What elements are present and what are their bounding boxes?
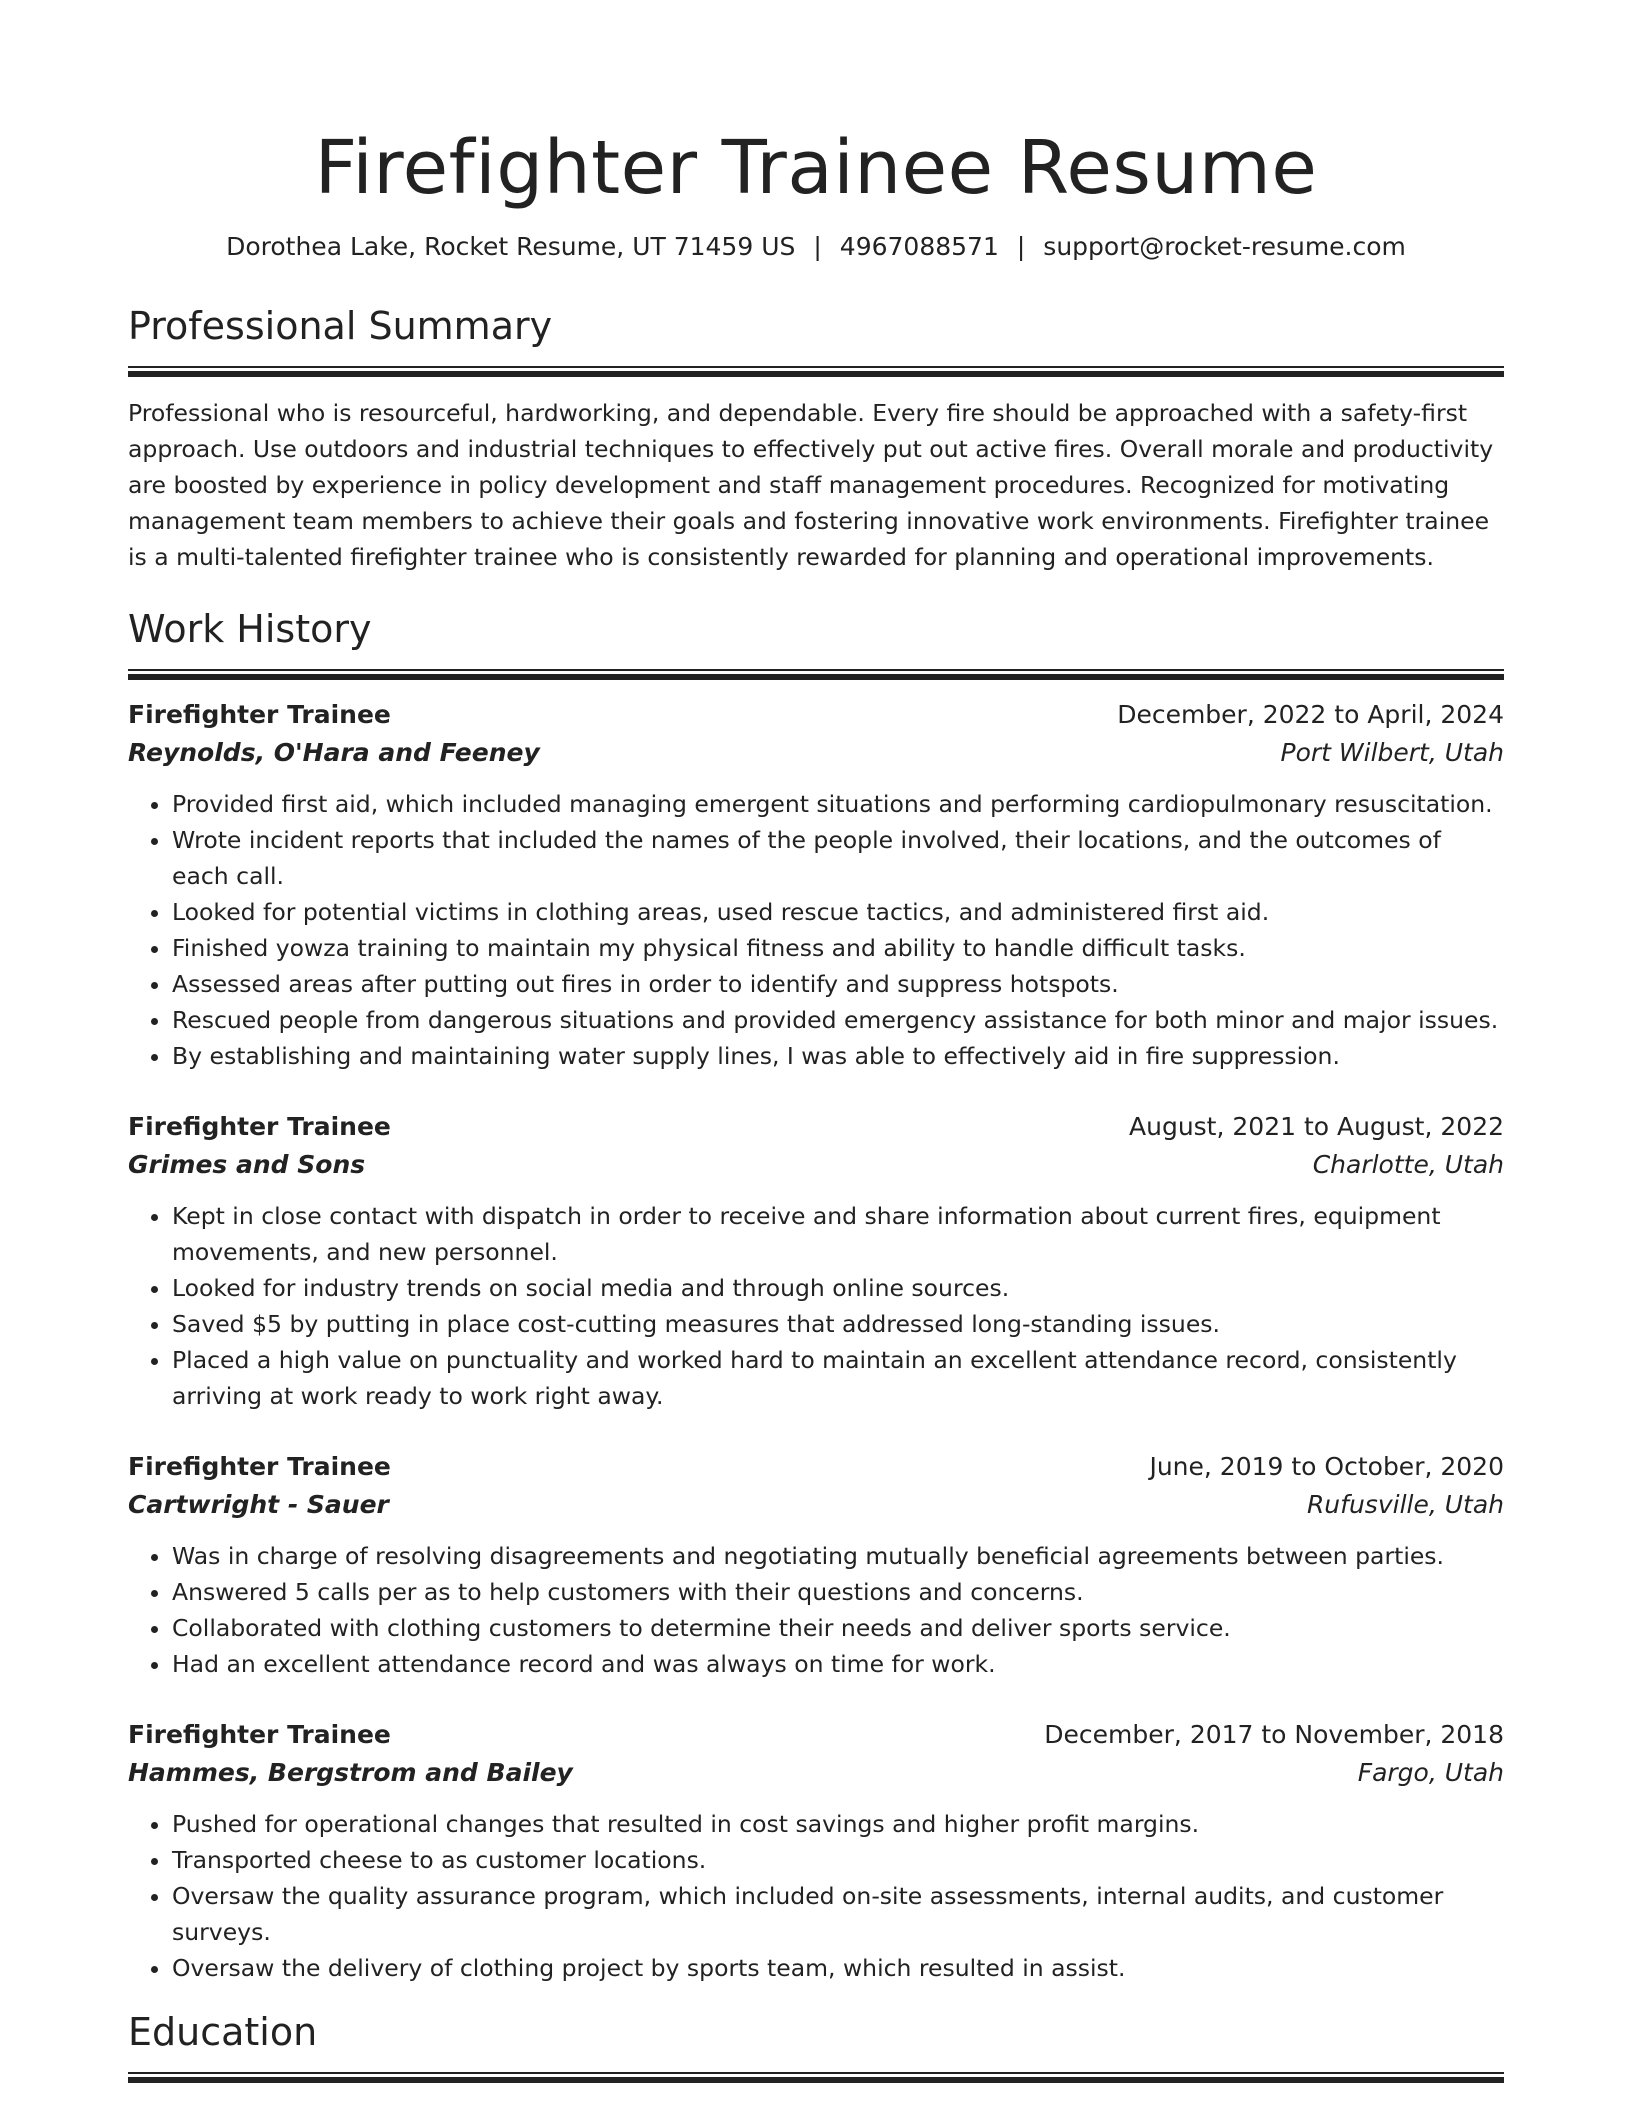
section-divider <box>128 669 1504 680</box>
job-entry <box>128 1716 1504 1986</box>
job-dates: June, 2019 to October, 2020 <box>1149 1452 1504 1481</box>
job-bullet: • Was in charge of resolving disagreements and negotiating mutually beneficial agreements between parties. <box>172 1538 1504 1574</box>
summary-heading: Professional Summary <box>128 304 553 348</box>
job-bullet: • Oversaw the quality assurance program, which included on-site assessments, internal audits, and customer surveys. <box>172 1878 1504 1950</box>
job-header-row <box>128 1108 1504 1146</box>
job-company: Cartwright - Sauer <box>128 1490 389 1519</box>
job-bullet-list <box>128 1538 1504 1682</box>
contact-separator: | <box>813 232 822 261</box>
job-bullet: • Transported cheese to as customer locations. <box>172 1842 1504 1878</box>
job-subheader-row <box>128 1146 1504 1184</box>
job-bullet: • Wrote incident reports that included the names of the people involved, their locations, and the outcomes of each call. <box>172 822 1504 894</box>
job-company: Reynolds, O'Hara and Feeney <box>128 738 540 767</box>
contact-email: support@rocket-resume.com <box>1043 232 1406 261</box>
job-entry <box>128 1448 1504 1682</box>
job-subheader-row <box>128 734 1504 772</box>
job-dates: December, 2017 to November, 2018 <box>1044 1720 1504 1749</box>
resume-page <box>128 0 1504 2083</box>
job-dates: December, 2022 to April, 2024 <box>1117 700 1504 729</box>
job-bullet-list <box>128 1198 1504 1414</box>
job-bullet: • Answered 5 calls per as to help customers with their questions and concerns. <box>172 1574 1504 1610</box>
education-section <box>128 2008 1504 2083</box>
job-header-row <box>128 696 1504 734</box>
job-entry <box>128 696 1504 1074</box>
work-history-heading: Work History <box>128 607 372 651</box>
job-entry <box>128 1108 1504 1414</box>
job-bullet: • Looked for industry trends on social media and through online sources. <box>172 1270 1504 1306</box>
job-bullet: • By establishing and maintaining water supply lines, I was able to effectively aid in fire suppression. <box>172 1038 1504 1074</box>
job-subheader-row <box>128 1486 1504 1524</box>
job-bullet: • Collaborated with clothing customers to determine their needs and deliver sports service. <box>172 1610 1504 1646</box>
job-location: Port Wilbert, Utah <box>1280 738 1504 767</box>
job-bullet-list <box>128 1806 1504 1986</box>
resume-title: Firefighter Trainee Resume <box>314 125 1318 211</box>
job-location: Rufusville, Utah <box>1306 1490 1504 1519</box>
job-location: Charlotte, Utah <box>1312 1150 1504 1179</box>
job-title: Firefighter Trainee <box>128 1720 391 1749</box>
job-bullet: • Provided first aid, which included managing emergent situations and performing cardiopulmonary resuscitation. <box>172 786 1504 822</box>
job-bullet: • Kept in close contact with dispatch in order to receive and share information about current fires, equipment movements, and new personnel. <box>172 1198 1504 1270</box>
contact-phone: 4967088571 <box>839 232 999 261</box>
job-bullet: • Saved $5 by putting in place cost-cutting measures that addressed long-standing issues. <box>172 1306 1504 1342</box>
job-bullet: • Had an excellent attendance record and was always on time for work. <box>172 1646 1504 1682</box>
job-header-row <box>128 1448 1504 1486</box>
job-company: Grimes and Sons <box>128 1150 366 1179</box>
job-title: Firefighter Trainee <box>128 700 391 729</box>
job-bullet: • Assessed areas after putting out fires in order to identify and suppress hotspots. <box>172 966 1504 1002</box>
summary-section <box>128 302 1504 575</box>
job-location: Fargo, Utah <box>1357 1758 1504 1787</box>
contact-address: Dorothea Lake, Rocket Resume, UT 71459 US <box>226 232 796 261</box>
job-company: Hammes, Bergstrom and Bailey <box>128 1758 573 1787</box>
contact-line <box>128 230 1504 264</box>
section-divider <box>128 2072 1504 2083</box>
job-bullet: • Looked for potential victims in clothing areas, used rescue tactics, and administered first aid. <box>172 894 1504 930</box>
job-subheader-row <box>128 1754 1504 1792</box>
job-bullet: • Placed a high value on punctuality and worked hard to maintain an excellent attendance record, consistently arriving at work ready to work right away. <box>172 1342 1504 1414</box>
job-title: Firefighter Trainee <box>128 1452 391 1481</box>
work-history-section <box>128 605 1504 1986</box>
contact-separator: | <box>1016 232 1026 261</box>
summary-text: Professional who is resourceful, hardworking, and dependable. Every fire should be approached with a safety-first approach. Use outdoors and industrial techniques to effectively put out active fires. Overall morale and productivity are boosted by experience in policy development and staff management procedures. Recognized for motivating management team members to achieve their goals and fostering innovative work environments. Firefighter trainee is a multi-talented firefighter trainee who is consistently rewarded for planning and operational improvements. <box>128 399 1494 571</box>
section-divider <box>128 366 1504 377</box>
job-header-row <box>128 1716 1504 1754</box>
job-bullet-list <box>128 786 1504 1074</box>
job-title: Firefighter Trainee <box>128 1112 391 1141</box>
job-bullet: • Oversaw the delivery of clothing project by sports team, which resulted in assist. <box>172 1950 1504 1986</box>
job-bullet: • Pushed for operational changes that resulted in cost savings and higher profit margins. <box>172 1806 1504 1842</box>
education-heading: Education <box>128 2010 318 2054</box>
job-bullet: • Rescued people from dangerous situations and provided emergency assistance for both minor and major issues. <box>172 1002 1504 1038</box>
job-dates: August, 2021 to August, 2022 <box>1129 1112 1504 1141</box>
job-bullet: • Finished yowza training to maintain my physical fitness and ability to handle difficult tasks. <box>172 930 1504 966</box>
